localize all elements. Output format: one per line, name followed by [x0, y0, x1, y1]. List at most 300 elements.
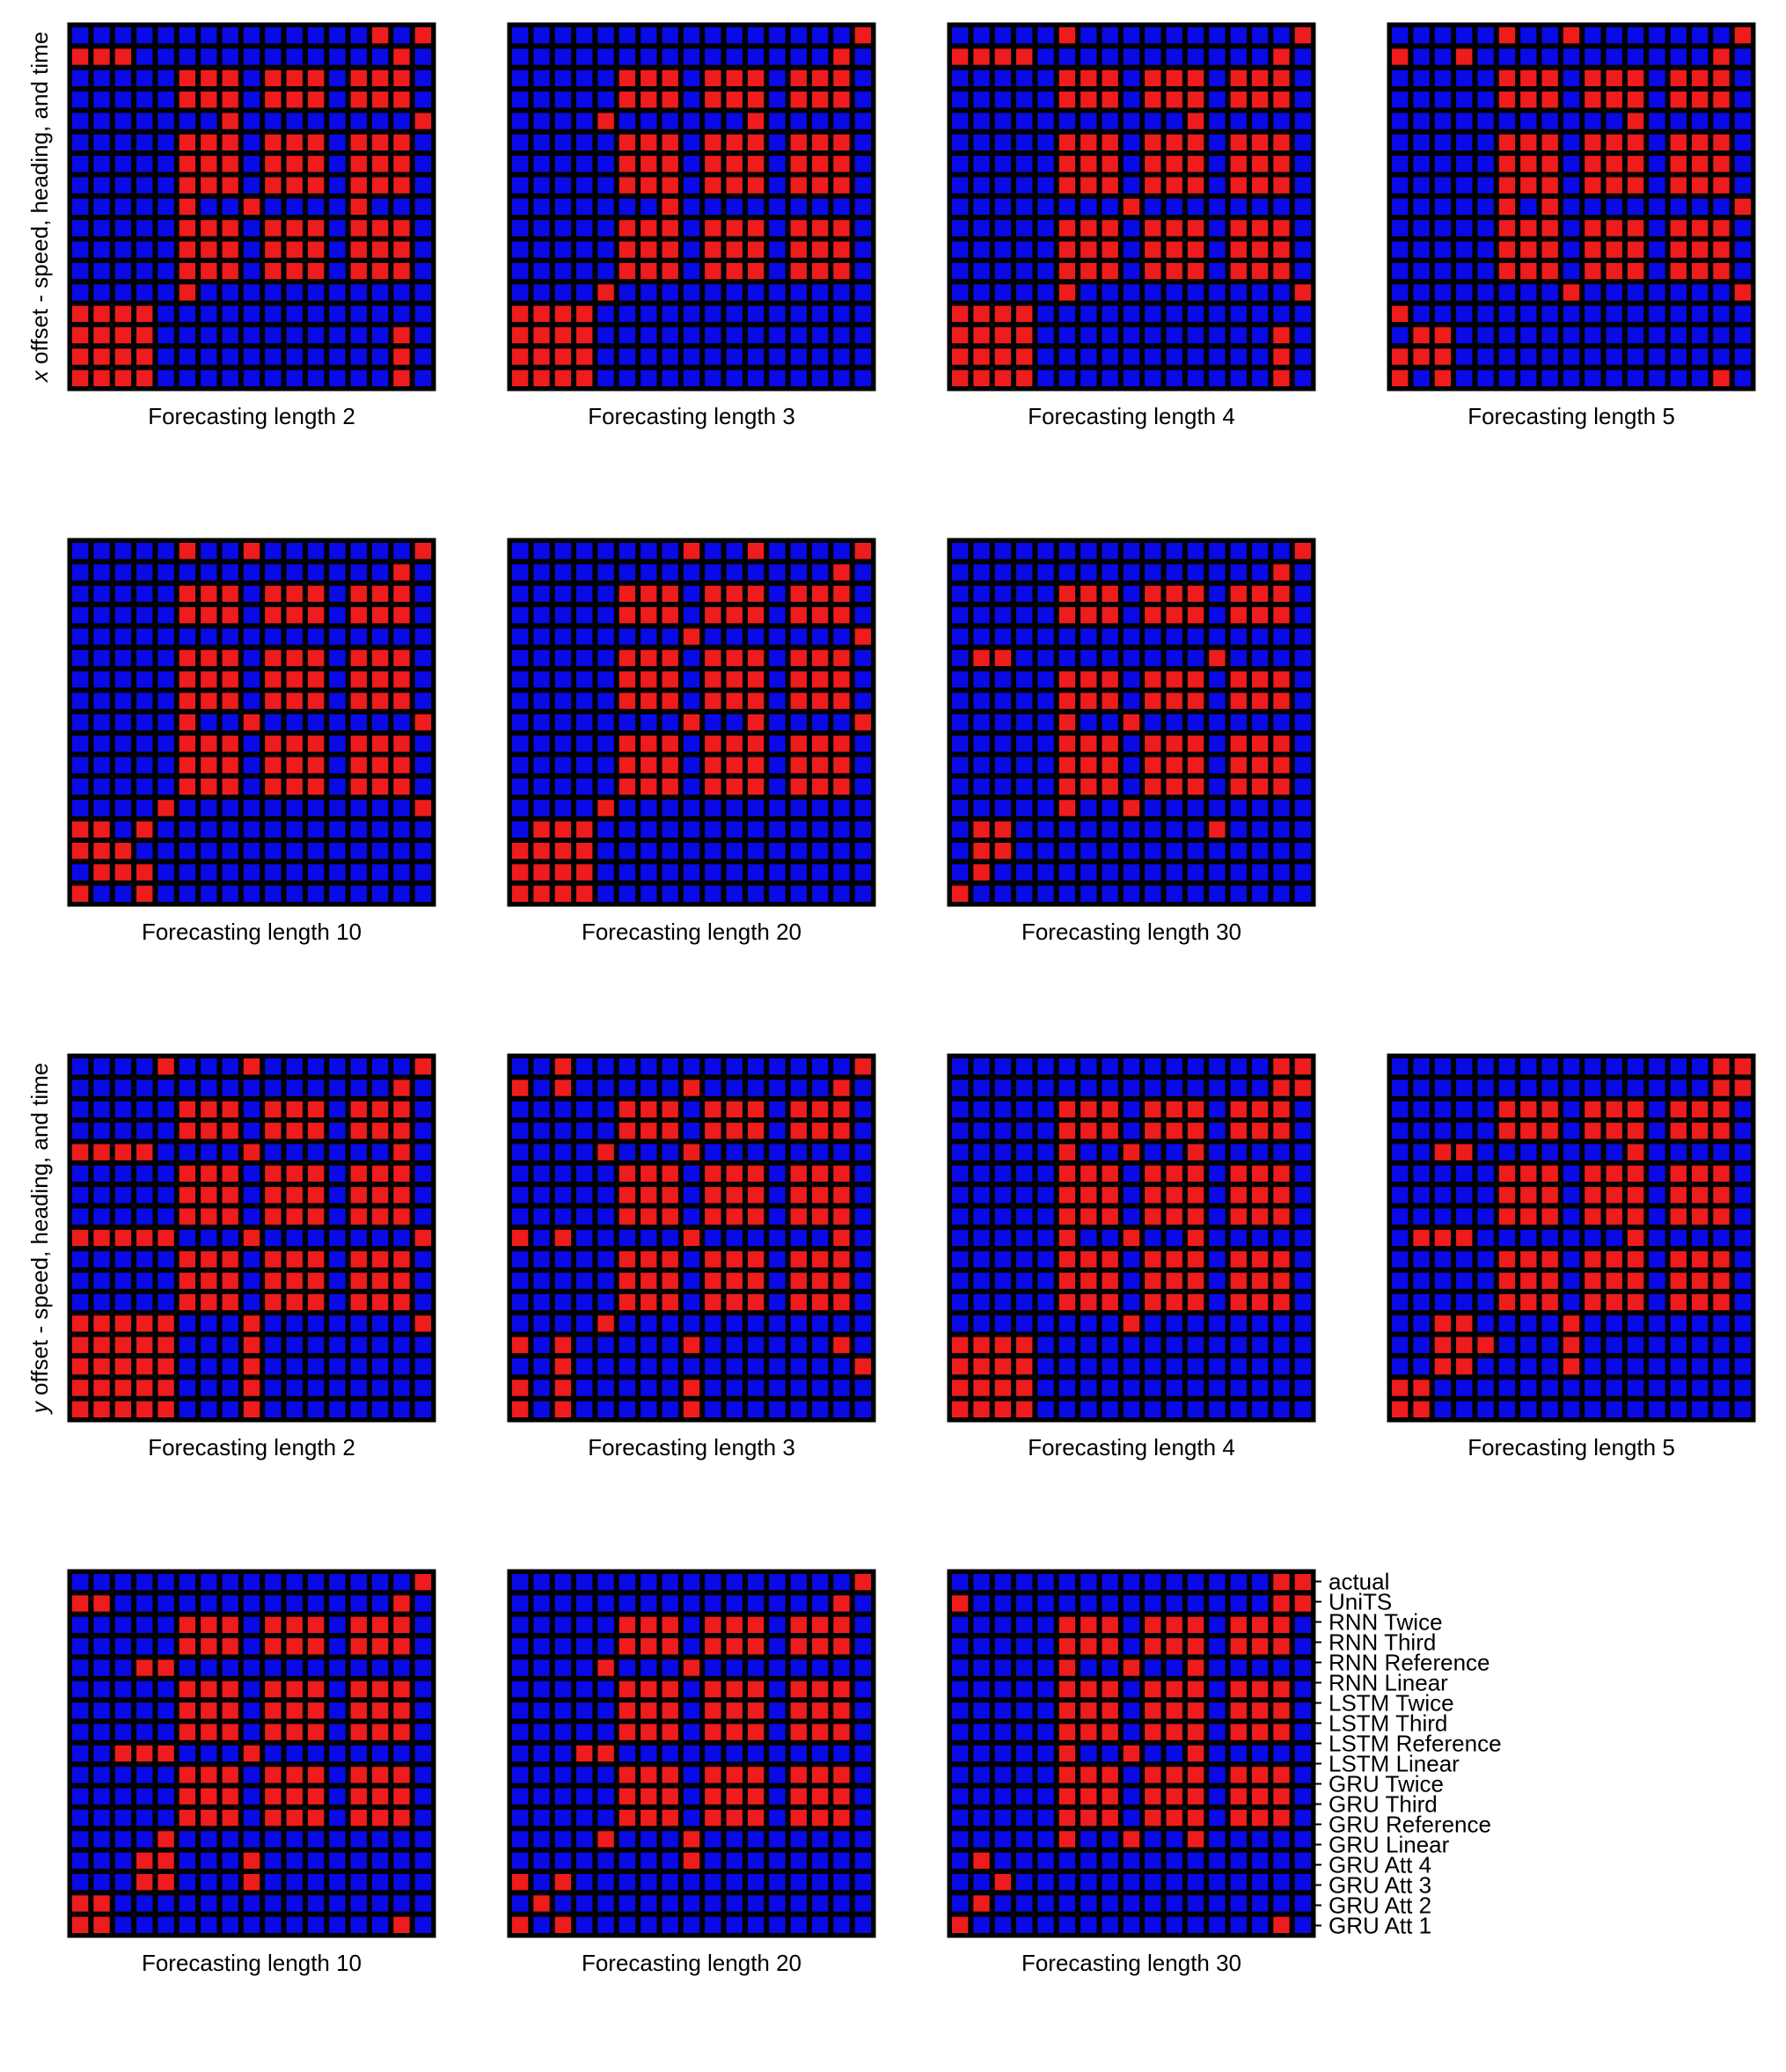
heatmap-cell: [684, 543, 699, 559]
heatmap-cell: [1628, 177, 1643, 193]
heatmap-cell: [1145, 1251, 1160, 1267]
heatmap-cell: [265, 1058, 281, 1074]
heatmap-cell: [1520, 348, 1536, 364]
heatmap-cell: [1016, 284, 1032, 300]
heatmap-cell: [1016, 1574, 1032, 1590]
heatmap-cell: [201, 284, 216, 300]
heatmap-cell: [393, 1874, 409, 1890]
heatmap-cell: [1231, 156, 1247, 172]
heatmap-cell: [812, 628, 828, 644]
heatmap-cell: [512, 135, 528, 150]
heatmap-cell: [136, 1315, 152, 1331]
heatmap-cell: [1392, 1380, 1408, 1395]
heatmap-cell: [1209, 135, 1225, 150]
heatmap-cell: [640, 1595, 656, 1611]
heatmap-cell: [1735, 1102, 1751, 1117]
heatmap-cell: [833, 1767, 849, 1783]
heatmap-cell: [855, 156, 871, 172]
heatmap-cell: [1059, 692, 1075, 708]
heatmap-cell: [555, 1659, 571, 1675]
heatmap-cell: [769, 1746, 785, 1761]
heatmap-cell: [1037, 1123, 1053, 1139]
heatmap-cell: [201, 1294, 216, 1310]
heatmap-cell: [244, 800, 260, 816]
heatmap-cell: [855, 1831, 871, 1847]
heatmap-cell: [533, 220, 549, 236]
heatmap-cell: [855, 113, 871, 128]
heatmap-cell: [1167, 48, 1182, 64]
heatmap-cell: [157, 800, 173, 816]
heatmap-cell: [1209, 864, 1225, 880]
heatmap-cell: [662, 1681, 677, 1697]
heatmap-cell: [791, 370, 807, 386]
heatmap-cell: [995, 822, 1011, 838]
heatmap-cell: [748, 758, 764, 773]
heatmap-cell: [287, 650, 303, 666]
heatmap-cell: [684, 1166, 699, 1182]
heatmap-cell: [1541, 1402, 1557, 1417]
heatmap-cell: [555, 800, 571, 816]
heatmap-cell: [748, 1230, 764, 1246]
heatmap-cell: [72, 650, 88, 666]
heatmap-cell: [1145, 370, 1160, 386]
heatmap-cell: [1209, 1789, 1225, 1805]
heatmap-cell: [705, 1767, 721, 1783]
heatmap-cell: [1692, 1187, 1708, 1203]
heatmap-cell: [201, 370, 216, 386]
heatmap-cell: [727, 242, 743, 258]
y-axis-label: [26, 1063, 53, 1415]
heatmap-cell: [1059, 327, 1075, 343]
heatmap-cell: [812, 1917, 828, 1933]
heatmap-cell: [1520, 156, 1536, 172]
heatmap-cell: [1016, 1358, 1032, 1374]
heatmap-cell: [351, 27, 367, 43]
heatmap-cell: [136, 1810, 152, 1826]
heatmap-cell: [393, 1102, 409, 1117]
heatmap-cell: [93, 199, 109, 215]
heatmap-cell: [201, 327, 216, 343]
heatmap-cell: [308, 564, 324, 580]
heatmap-cell: [1520, 1144, 1536, 1160]
heatmap-cell: [222, 692, 238, 708]
heatmap-cell: [855, 1144, 871, 1160]
heatmap-cell: [1059, 1810, 1075, 1826]
heatmap-cell: [308, 1315, 324, 1331]
heatmap-cell: [222, 800, 238, 816]
heatmap-cell: [265, 714, 281, 730]
heatmap-cell: [812, 1595, 828, 1611]
heatmap-cell: [684, 607, 699, 623]
heatmap-cell: [1124, 628, 1139, 644]
heatmap-cell: [1713, 92, 1729, 107]
heatmap-cell: [533, 1080, 549, 1095]
heatmap-cell: [1059, 1080, 1075, 1095]
heatmap-cell: [1231, 1230, 1247, 1246]
heatmap-cell: [952, 27, 968, 43]
heatmap-cell: [1016, 27, 1032, 43]
heatmap-cell: [748, 306, 764, 322]
heatmap-cell: [179, 199, 195, 215]
heatmap-cell: [705, 27, 721, 43]
heatmap-cell: [1456, 1080, 1472, 1095]
heatmap-cell: [1124, 1102, 1139, 1117]
heatmap-cell: [1628, 1080, 1643, 1095]
heatmap-cell: [1295, 1315, 1311, 1331]
heatmap-cell: [995, 242, 1011, 258]
heatmap-cell: [1585, 306, 1600, 322]
heatmap-cell: [265, 543, 281, 559]
heatmap-cell: [244, 1402, 260, 1417]
heatmap-cell: [512, 220, 528, 236]
heatmap-cell: [1188, 714, 1204, 730]
heatmap-cell: [769, 156, 785, 172]
heatmap-cell: [157, 1789, 173, 1805]
heatmap-cell: [1735, 177, 1751, 193]
heatmap-cell: [973, 1917, 989, 1933]
heatmap-cell: [308, 628, 324, 644]
heatmap-cell: [265, 800, 281, 816]
heatmap-cell: [1252, 864, 1268, 880]
heatmap-cell: [1692, 135, 1708, 150]
heatmap-cell: [662, 1724, 677, 1739]
heatmap-cell: [157, 348, 173, 364]
heatmap-cell: [1477, 1337, 1493, 1353]
heatmap-cell: [1188, 370, 1204, 386]
heatmap-cell: [555, 564, 571, 580]
heatmap-cell: [597, 1166, 613, 1182]
heatmap-cell: [973, 1273, 989, 1289]
heatmap-cell: [1102, 692, 1117, 708]
heatmap-cell: [1209, 220, 1225, 236]
heatmap-cell: [1124, 1917, 1139, 1933]
heatmap-cell: [1209, 1123, 1225, 1139]
heatmap-cell: [1392, 1402, 1408, 1417]
heatmap-cell: [684, 1208, 699, 1224]
heatmap-cell: [619, 586, 635, 602]
heatmap-cell: [1059, 800, 1075, 816]
heatmap-cell: [287, 113, 303, 128]
heatmap-cell: [1080, 1208, 1096, 1224]
heatmap-cell: [1059, 1874, 1075, 1890]
heatmap-cell: [157, 628, 173, 644]
heatmap-cell: [179, 564, 195, 580]
heatmap-cell: [1124, 156, 1139, 172]
heatmap-cell: [791, 1853, 807, 1869]
heatmap-cell: [640, 1638, 656, 1654]
heatmap-cell: [1124, 800, 1139, 816]
heatmap-cell: [973, 1144, 989, 1160]
heatmap-cell: [727, 564, 743, 580]
heatmap-cell: [179, 1080, 195, 1095]
heatmap-cell: [1102, 1574, 1117, 1590]
heatmap-cell: [1295, 1273, 1311, 1289]
heatmap-cell: [533, 1058, 549, 1074]
heatmap-cell: [1231, 607, 1247, 623]
heatmap-cell: [533, 1187, 549, 1203]
heatmap-cell: [1563, 156, 1579, 172]
heatmap-cell: [351, 1810, 367, 1826]
heatmap-cell: [855, 800, 871, 816]
heatmap-cell: [995, 1574, 1011, 1590]
heatmap-cell: [415, 284, 431, 300]
heatmap-cell: [855, 886, 871, 902]
heatmap-cell: [791, 1895, 807, 1911]
heatmap-cell: [115, 1402, 131, 1417]
heatmap-cell: [812, 1810, 828, 1826]
heatmap-cell: [179, 779, 195, 794]
heatmap-cell: [1692, 1315, 1708, 1331]
heatmap-cell: [1102, 1681, 1117, 1697]
heatmap-cell: [1080, 607, 1096, 623]
heatmap-cell: [1541, 1123, 1557, 1139]
heatmap-cell: [791, 70, 807, 86]
heatmap-cell: [812, 1574, 828, 1590]
heatmap-cell: [952, 736, 968, 751]
heatmap-cell: [727, 306, 743, 322]
heatmap-cell: [93, 177, 109, 193]
heatmap-cell: [1145, 1315, 1160, 1331]
heatmap-cell: [1520, 27, 1536, 43]
heatmap-cell: [1059, 1681, 1075, 1697]
heatmap-cell: [308, 113, 324, 128]
heatmap-cell: [995, 671, 1011, 687]
heatmap-cell: [1295, 1058, 1311, 1074]
heatmap-cell: [995, 1187, 1011, 1203]
heatmap-cell: [1167, 607, 1182, 623]
heatmap-cell: [973, 1659, 989, 1675]
heatmap-cell: [684, 1746, 699, 1761]
heatmap-cell: [1059, 1789, 1075, 1805]
heatmap-cell: [115, 70, 131, 86]
heatmap-cell: [684, 1595, 699, 1611]
heatmap-cell: [812, 564, 828, 580]
heatmap-cell: [179, 1853, 195, 1869]
heatmap-cell: [769, 628, 785, 644]
heatmap-cell: [157, 1273, 173, 1289]
heatmap-cell: [995, 1337, 1011, 1353]
heatmap-cell: [1016, 242, 1032, 258]
heatmap-cell: [179, 1358, 195, 1374]
heatmap-cell: [833, 779, 849, 794]
heatmap-cell: [1145, 692, 1160, 708]
heatmap-cell: [995, 1895, 1011, 1911]
heatmap-cell: [179, 1702, 195, 1718]
heatmap-cell: [684, 564, 699, 580]
heatmap-cell: [351, 1702, 367, 1718]
heatmap-cell: [512, 1895, 528, 1911]
heatmap-cell: [533, 1724, 549, 1739]
heatmap-cell: [136, 1702, 152, 1718]
heatmap-cell: [372, 1358, 388, 1374]
heatmap-cell: [619, 1166, 635, 1182]
heatmap-cell: [1435, 1315, 1451, 1331]
heatmap-cell: [533, 1102, 549, 1117]
heatmap-cell: [329, 1574, 345, 1590]
heatmap-cell: [1209, 650, 1225, 666]
heatmap-cell: [1145, 650, 1160, 666]
heatmap-cell: [619, 1187, 635, 1203]
heatmap-cell: [512, 263, 528, 279]
heatmap-cell: [1167, 586, 1182, 602]
heatmap-cell: [833, 607, 849, 623]
heatmap-cell: [1252, 1380, 1268, 1395]
heatmap-cell: [833, 564, 849, 580]
heatmap-cell: [1080, 48, 1096, 64]
heatmap-cell: [1435, 135, 1451, 150]
heatmap-cell: [812, 1659, 828, 1675]
heatmap-cell: [1541, 135, 1557, 150]
heatmap-cell: [136, 1617, 152, 1633]
heatmap-panel: [509, 1570, 875, 1976]
heatmap-cell: [244, 135, 260, 150]
heatmap-cell: [1628, 1315, 1643, 1331]
heatmap-cell: [157, 758, 173, 773]
heatmap-cell: [1295, 48, 1311, 64]
heatmap-cell: [1102, 736, 1117, 751]
heatmap-cell: [576, 1294, 592, 1310]
heatmap-cell: [157, 1659, 173, 1675]
heatmap-cell: [1735, 1358, 1751, 1374]
heatmap-cell: [1167, 779, 1182, 794]
heatmap-cell: [157, 1123, 173, 1139]
heatmap-cell: [329, 822, 345, 838]
heatmap-cell: [72, 1402, 88, 1417]
heatmap-cell: [791, 1702, 807, 1718]
heatmap-cell: [512, 1102, 528, 1117]
heatmap-cell: [1188, 306, 1204, 322]
heatmap-cell: [157, 135, 173, 150]
heatmap-cell: [1563, 1102, 1579, 1117]
heatmap-cell: [179, 48, 195, 64]
heatmap-cell: [1541, 1080, 1557, 1095]
heatmap-cell: [855, 135, 871, 150]
heatmap-cell: [705, 1123, 721, 1139]
heatmap-cell: [1585, 199, 1600, 215]
heatmap-cell: [157, 1874, 173, 1890]
heatmap-cell: [1607, 284, 1622, 300]
heatmap-cell: [157, 1831, 173, 1847]
heatmap-cell: [287, 1273, 303, 1289]
heatmap-cell: [115, 199, 131, 215]
heatmap-cell: [72, 1315, 88, 1331]
heatmap-cell: [640, 1874, 656, 1890]
heatmap-cell: [1037, 1187, 1053, 1203]
heatmap-cell: [1273, 1402, 1289, 1417]
heatmap-cell: [201, 1853, 216, 1869]
heatmap-cell: [1273, 1617, 1289, 1633]
heatmap-cell: [265, 199, 281, 215]
heatmap-cell: [640, 822, 656, 838]
heatmap-cell: [1541, 284, 1557, 300]
heatmap-cell: [619, 1102, 635, 1117]
heatmap-cell: [576, 242, 592, 258]
heatmap-cell: [1209, 1294, 1225, 1310]
heatmap-cell: [748, 1831, 764, 1847]
heatmap-cell: [1456, 306, 1472, 322]
heatmap-cell: [1456, 48, 1472, 64]
heatmap-cell: [1016, 1746, 1032, 1761]
heatmap-cell: [1231, 1208, 1247, 1224]
heatmap-cell: [1145, 242, 1160, 258]
heatmap-cell: [1080, 1358, 1096, 1374]
heatmap-cell: [769, 650, 785, 666]
heatmap-cell: [748, 671, 764, 687]
heatmap-cell: [1273, 1702, 1289, 1718]
heatmap-cell: [1059, 1595, 1075, 1611]
heatmap-cell: [576, 370, 592, 386]
heatmap-cell: [1295, 1853, 1311, 1869]
heatmap-cell: [157, 1058, 173, 1074]
heatmap-cell: [597, 48, 613, 64]
heatmap-cell: [1252, 1917, 1268, 1933]
heatmap-cell: [833, 199, 849, 215]
heatmap-cell: [351, 1402, 367, 1417]
heatmap-cell: [115, 1102, 131, 1117]
heatmap-cell: [619, 1251, 635, 1267]
heatmap-cell: [1231, 327, 1247, 343]
heatmap-cell: [393, 284, 409, 300]
heatmap-cell: [1295, 1208, 1311, 1224]
heatmap-cell: [1037, 284, 1053, 300]
heatmap-cell: [533, 1273, 549, 1289]
heatmap-cell: [201, 1230, 216, 1246]
heatmap-cell: [93, 1638, 109, 1654]
heatmap-cell: [512, 27, 528, 43]
heatmap-cell: [1102, 543, 1117, 559]
heatmap-cell: [329, 1659, 345, 1675]
heatmap-cell: [179, 242, 195, 258]
heatmap-cell: [1231, 586, 1247, 602]
heatmap-cell: [727, 135, 743, 150]
heatmap-cell: [329, 586, 345, 602]
heatmap-cell: [973, 177, 989, 193]
heatmap-cell: [1273, 113, 1289, 128]
heatmap-cell: [72, 671, 88, 687]
heatmap-cell: [791, 1166, 807, 1182]
heatmap-cell: [201, 586, 216, 602]
heatmap-cell: [1585, 370, 1600, 386]
heatmap-cell: [157, 1251, 173, 1267]
heatmap-cell: [72, 1789, 88, 1805]
heatmap-cell: [727, 27, 743, 43]
heatmap-cell: [727, 1380, 743, 1395]
heatmap-cell: [640, 1831, 656, 1847]
heatmap-cell: [597, 822, 613, 838]
heatmap-cell: [727, 1273, 743, 1289]
heatmap-cell: [1124, 586, 1139, 602]
heatmap-cell: [1102, 1230, 1117, 1246]
heatmap-cell: [748, 800, 764, 816]
heatmap-cell: [244, 1315, 260, 1331]
heatmap-cell: [833, 263, 849, 279]
heatmap-cell: [1231, 1746, 1247, 1761]
heatmap-cell: [1628, 1123, 1643, 1139]
heatmap-cell: [1477, 70, 1493, 86]
heatmap-cell: [576, 1789, 592, 1805]
heatmap-cell: [533, 564, 549, 580]
heatmap-cell: [1145, 758, 1160, 773]
heatmap-cell: [1295, 1187, 1311, 1203]
heatmap-cell: [72, 1874, 88, 1890]
heatmap-cell: [1188, 1724, 1204, 1739]
heatmap-cell: [812, 779, 828, 794]
heatmap-cell: [1059, 1208, 1075, 1224]
heatmap-cell: [201, 1767, 216, 1783]
heatmap-cell: [244, 714, 260, 730]
heatmap-cell: [555, 650, 571, 666]
heatmap-cell: [555, 736, 571, 751]
